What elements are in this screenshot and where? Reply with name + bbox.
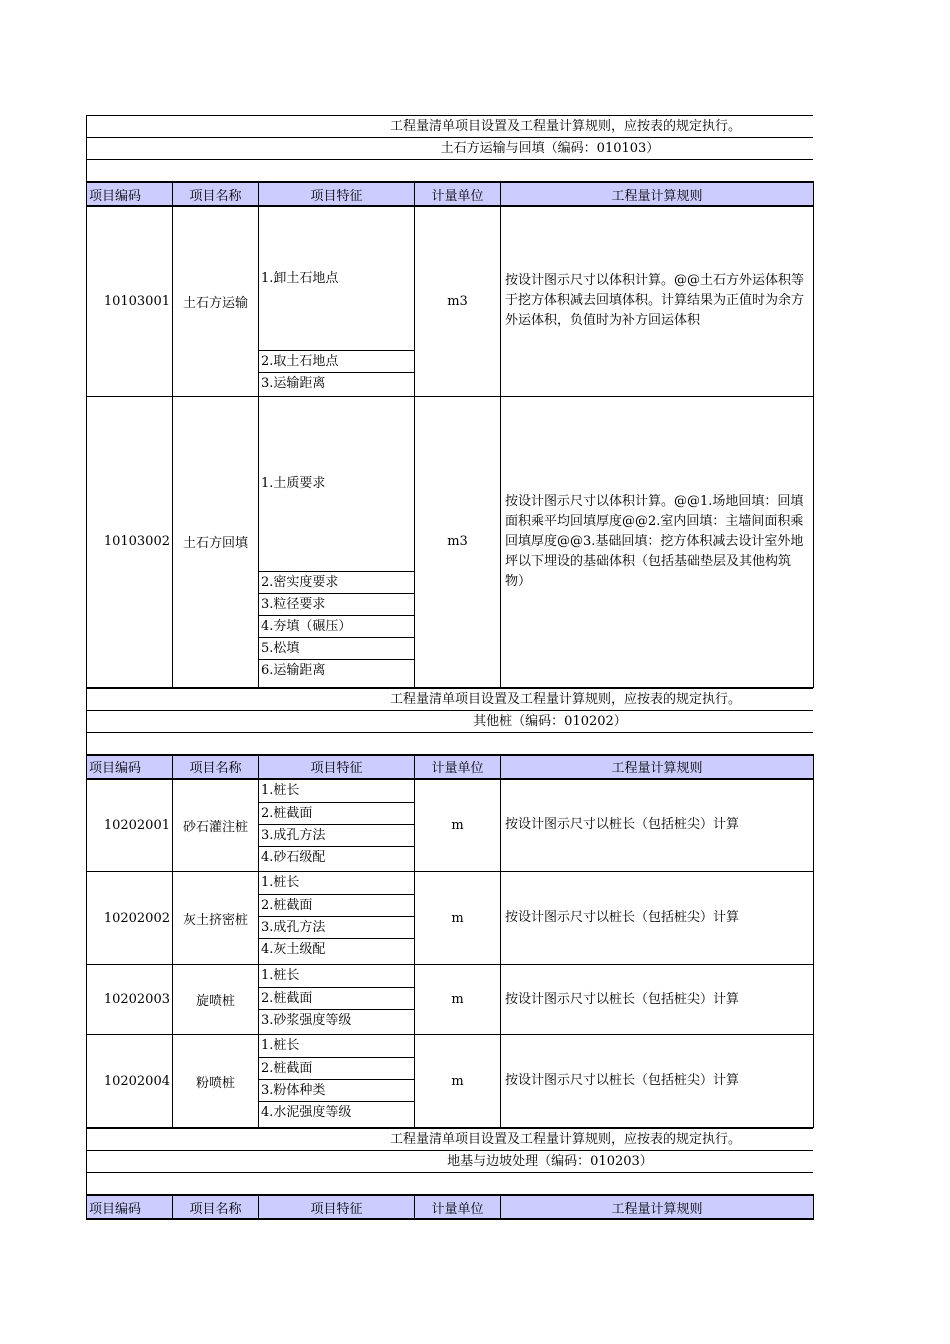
item-features xyxy=(259,965,415,1035)
spec-table xyxy=(86,181,814,688)
feature-cell: 2.桩截面 xyxy=(259,987,414,1009)
feature-cell: 6.运输距离 xyxy=(259,659,414,681)
header-name: 项目名称 xyxy=(173,1195,259,1219)
item-code: 10202004 xyxy=(87,1035,173,1128)
section-intro: 工程量清单项目设置及工程量计算规则，应按表的规定执行。 xyxy=(86,115,813,137)
table-header xyxy=(87,1195,814,1219)
feature-cell: 4.灰土级配 xyxy=(259,938,414,960)
header-features: 项目特征 xyxy=(259,1195,415,1219)
header-code: 项目编码 xyxy=(87,182,173,206)
item-rule: 按设计图示尺寸以体积计算。@@1.场地回填：回填面积乘平均回填厚度@@2.室内回填：主墙间面积乘回填厚度@@3.基础回填：挖方体积减去设计室外地坪以下埋设的基础体积（包括基础垫层及其他构筑物） xyxy=(501,396,814,687)
header-features: 项目特征 xyxy=(259,755,415,779)
item-code: 10202002 xyxy=(87,872,173,965)
item-features xyxy=(259,872,415,965)
header-unit: 计量单位 xyxy=(415,1195,501,1219)
feature-cell: 3.成孔方法 xyxy=(259,916,414,938)
item-features xyxy=(259,396,415,687)
item-rule: 按设计图示尺寸以桩长（包括桩尖）计算 xyxy=(501,965,814,1035)
feature-cell: 1.桩长 xyxy=(261,782,300,798)
section-title: 土石方运输与回填（编码：010103） xyxy=(86,137,813,159)
header-code: 项目编码 xyxy=(87,755,173,779)
item-unit: m xyxy=(415,1035,501,1128)
blank-row xyxy=(86,1172,813,1194)
feature-cell: 3.成孔方法 xyxy=(259,824,414,846)
section-intro: 工程量清单项目设置及工程量计算规则，应按表的规定执行。 xyxy=(86,1128,813,1150)
item-code: 10202003 xyxy=(87,965,173,1035)
feature-cell: 1.桩长 xyxy=(261,968,300,983)
item-name: 砂石灌注桩 xyxy=(173,779,259,872)
item-name: 旋喷桩 xyxy=(173,965,259,1035)
item-features xyxy=(259,1035,415,1128)
feature-cell: 2.取土石地点 xyxy=(259,350,414,372)
item-features xyxy=(259,206,415,396)
feature-cell: 3.粒径要求 xyxy=(259,593,414,615)
spec-table xyxy=(86,1194,814,1220)
header-code: 项目编码 xyxy=(87,1195,173,1219)
header-features: 项目特征 xyxy=(259,182,415,206)
section-title: 地基与边坡处理（编码：010203） xyxy=(86,1150,813,1172)
table-header xyxy=(87,182,814,206)
table-row xyxy=(87,965,814,1035)
item-unit: m3 xyxy=(415,206,501,396)
header-unit: 计量单位 xyxy=(415,755,501,779)
feature-cell: 2.桩截面 xyxy=(259,802,414,824)
feature-cell: 4.夯填（碾压） xyxy=(259,615,414,637)
item-rule: 按设计图示尺寸以桩长（包括桩尖）计算 xyxy=(501,779,814,872)
feature-cell: 1.卸土石地点 xyxy=(261,270,339,286)
feature-cell: 5.松填 xyxy=(259,637,414,659)
table-header xyxy=(87,755,814,779)
header-rule: 工程量计算规则 xyxy=(501,755,814,779)
section-intro: 工程量清单项目设置及工程量计算规则，应按表的规定执行。 xyxy=(86,688,813,710)
item-name: 土石方运输 xyxy=(173,206,259,396)
spreadsheet xyxy=(86,115,813,1220)
item-rule: 按设计图示尺寸以体积计算。@@土石方外运体积等于挖方体积减去回填体积。计算结果为正值时为余方外运体积，负值时为补方回运体积 xyxy=(501,206,814,396)
item-rule: 按设计图示尺寸以桩长（包括桩尖）计算 xyxy=(501,872,814,965)
table-row xyxy=(87,1035,814,1128)
feature-cell: 2.密实度要求 xyxy=(259,571,414,593)
item-unit: m xyxy=(415,872,501,965)
feature-cell: 2.桩截面 xyxy=(259,894,414,916)
item-name: 灰土挤密桩 xyxy=(173,872,259,965)
feature-cell: 1.桩长 xyxy=(261,875,300,890)
item-features xyxy=(259,779,415,872)
table-row xyxy=(87,206,814,396)
table-row xyxy=(87,779,814,872)
section-title: 其他桩（编码：010202） xyxy=(86,710,813,732)
feature-cell: 1.土质要求 xyxy=(261,475,326,491)
header-rule: 工程量计算规则 xyxy=(501,182,814,206)
blank-row xyxy=(86,732,813,754)
header-unit: 计量单位 xyxy=(415,182,501,206)
feature-cell: 2.桩截面 xyxy=(259,1057,414,1079)
header-name: 项目名称 xyxy=(173,182,259,206)
header-name: 项目名称 xyxy=(173,755,259,779)
item-rule: 按设计图示尺寸以桩长（包括桩尖）计算 xyxy=(501,1035,814,1128)
item-code: 10202001 xyxy=(87,779,173,872)
feature-cell: 3.运输距离 xyxy=(259,372,414,394)
item-unit: m3 xyxy=(415,396,501,687)
blank-row xyxy=(86,159,813,181)
spec-table xyxy=(86,754,814,1129)
item-code: 10103002 xyxy=(87,396,173,687)
item-name: 土石方回填 xyxy=(173,396,259,687)
feature-cell: 4.砂石级配 xyxy=(259,846,414,868)
item-unit: m xyxy=(415,965,501,1035)
header-rule: 工程量计算规则 xyxy=(501,1195,814,1219)
table-row xyxy=(87,396,814,687)
feature-cell: 1.桩长 xyxy=(261,1038,300,1053)
item-code: 10103001 xyxy=(87,206,173,396)
feature-cell: 3.粉体种类 xyxy=(259,1079,414,1101)
table-row xyxy=(87,872,814,965)
item-unit: m xyxy=(415,779,501,872)
feature-cell: 3.砂浆强度等级 xyxy=(259,1009,414,1031)
feature-cell: 4.水泥强度等级 xyxy=(259,1101,414,1123)
item-name: 粉喷桩 xyxy=(173,1035,259,1128)
